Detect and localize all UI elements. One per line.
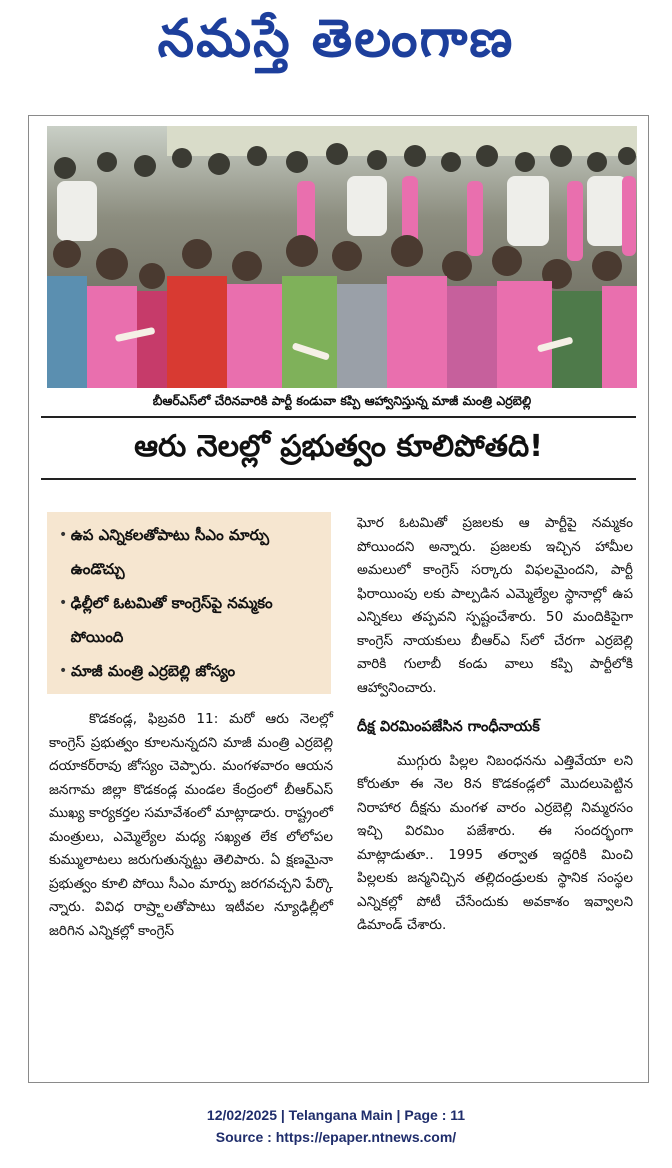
body-column-left — [49, 708, 333, 943]
body-paragraph: ఘోర ఓటమితో ప్రజలకు ఆ పార్టీపై నమ్మకం పోయిందని అన్నారు. ప్రజలకు ఇచ్చిన హామీల అమలులో కాంగ్రెస్ సర్కారు విఫలమైందని, పార్టీ ఫిరాయింపు లకు పాల్పడిన ఎమ్మెల్యేల స్థానాల్లో ఉప ఎన్నికలు తప్పవని స్పష్టంచేశారు. 50 మందికిపైగా కాంగ్రెస్ నాయకులు బీఆర్‌ఎ స్‌లో చేరగా ఎర్రబెల్లి వారికి గులాబీ కండు వాలు కప్పి పార్టీలోకి ఆహ్వానించారు. — [357, 515, 633, 696]
newspaper-title: నమస్తే తెలంగాణ — [157, 9, 515, 69]
highlight-item — [47, 654, 331, 688]
highlight-text: ఉప ఎన్నికలతోపాటు సీఎం మార్పు ఉండొచ్చు — [70, 526, 270, 578]
crowd-photo-illustration — [47, 126, 637, 388]
highlights-box — [47, 512, 331, 694]
page-footer — [0, 1104, 672, 1148]
body-column-right — [357, 512, 633, 938]
body-paragraph: ముగ్గురు పిల్లల నిబంధనను ఎత్తివేయా లని కోరుతూ ఈ నెల 8న కొడకండ్లలో మొదలుపెట్టిన నిరాహార దీక్షను మంగళ వారం ఎర్రబెల్లి నిమ్మరసం ఇచ్చి విరమిం పజేశారు. ఈ సందర్భంగా మాట్లాడుతూ.. 1995 తర్వాత ఇద్దరికి మించి పిల్లలకు జన్మనిచ్చిన తల్లిదండ్రులకు స్థానిక సంస్థల ఎన్నికల్లో పోటీ చేసేందుకు అవకాశం ఇవ్వాలని డిమాండ్ చేశారు. — [357, 752, 633, 933]
article-headline: ఆరు నెలల్లో ప్రభుత్వం కూలిపోతది! — [41, 416, 636, 480]
highlight-item — [47, 586, 331, 654]
highlight-text: ఢిల్లీలో ఓటమితో కాంగ్రెస్‌పై నమ్మకం పోయింది — [70, 594, 273, 646]
footer-source-link[interactable]: Source : https://epaper.ntnews.com/ — [215, 1129, 457, 1145]
news-photo — [47, 126, 637, 388]
bullet-icon: • — [59, 663, 68, 679]
news-article-clipping — [28, 115, 649, 1083]
body-paragraph: కొడకండ్ల, ఫిబ్రవరి 11: మరో ఆరు నెలల్లో కాంగ్రెస్ ప్రభుత్వం కూలనున్నదని మాజీ మంత్రి ఎర్రబెల్లి దయాకర్‌రావు జోస్యం చెప్పారు. మంగళవారం ఆయన జనగామ జిల్లా కొడకండ్ల మండల కేంద్రంలో బీఆర్‌ఎస్ ముఖ్య కార్యకర్తల సమావేశంలో మాట్లాడారు. రాష్ట్రంలో మంత్రులు, ఎమ్మెల్యేల మధ్య సఖ్యత లేక లోలోపల కుమ్ములాటలు జరుగుతున్నట్టు తెలిపారు. ఏ క్షణమైనా ప్రభుత్వం కూలి పోయి సీఎం మార్పు జరగవచ్చని పేర్కొ న్నారు. వివిధ రాష్ర్టాలతోపాటు ఇటీవల న్యూఢిల్లీలో జరిగిన ఎన్నికల్లో కాంగ్రెస్ — [49, 711, 333, 939]
highlight-text: మాజీ మంత్రి ఎర్రబెల్లి జోస్యం — [71, 662, 236, 680]
photo-caption: బీఆర్‌ఎస్‌లో చేరినవారికి పార్టీ కండువా కప్పి ఆహ్వానిస్తున్న మాజీ మంత్రి ఎర్రబెల్లి — [152, 393, 532, 408]
bullet-icon: • — [59, 595, 68, 611]
highlight-item — [47, 518, 331, 586]
bullet-icon: • — [59, 527, 68, 543]
sub-heading: దీక్ష విరమింపజేసిన గాంధీనాయక్ — [357, 719, 540, 735]
footer-date-page: 12/02/2025 | Telangana Main | Page : 11 — [206, 1107, 466, 1123]
masthead — [0, 6, 672, 72]
